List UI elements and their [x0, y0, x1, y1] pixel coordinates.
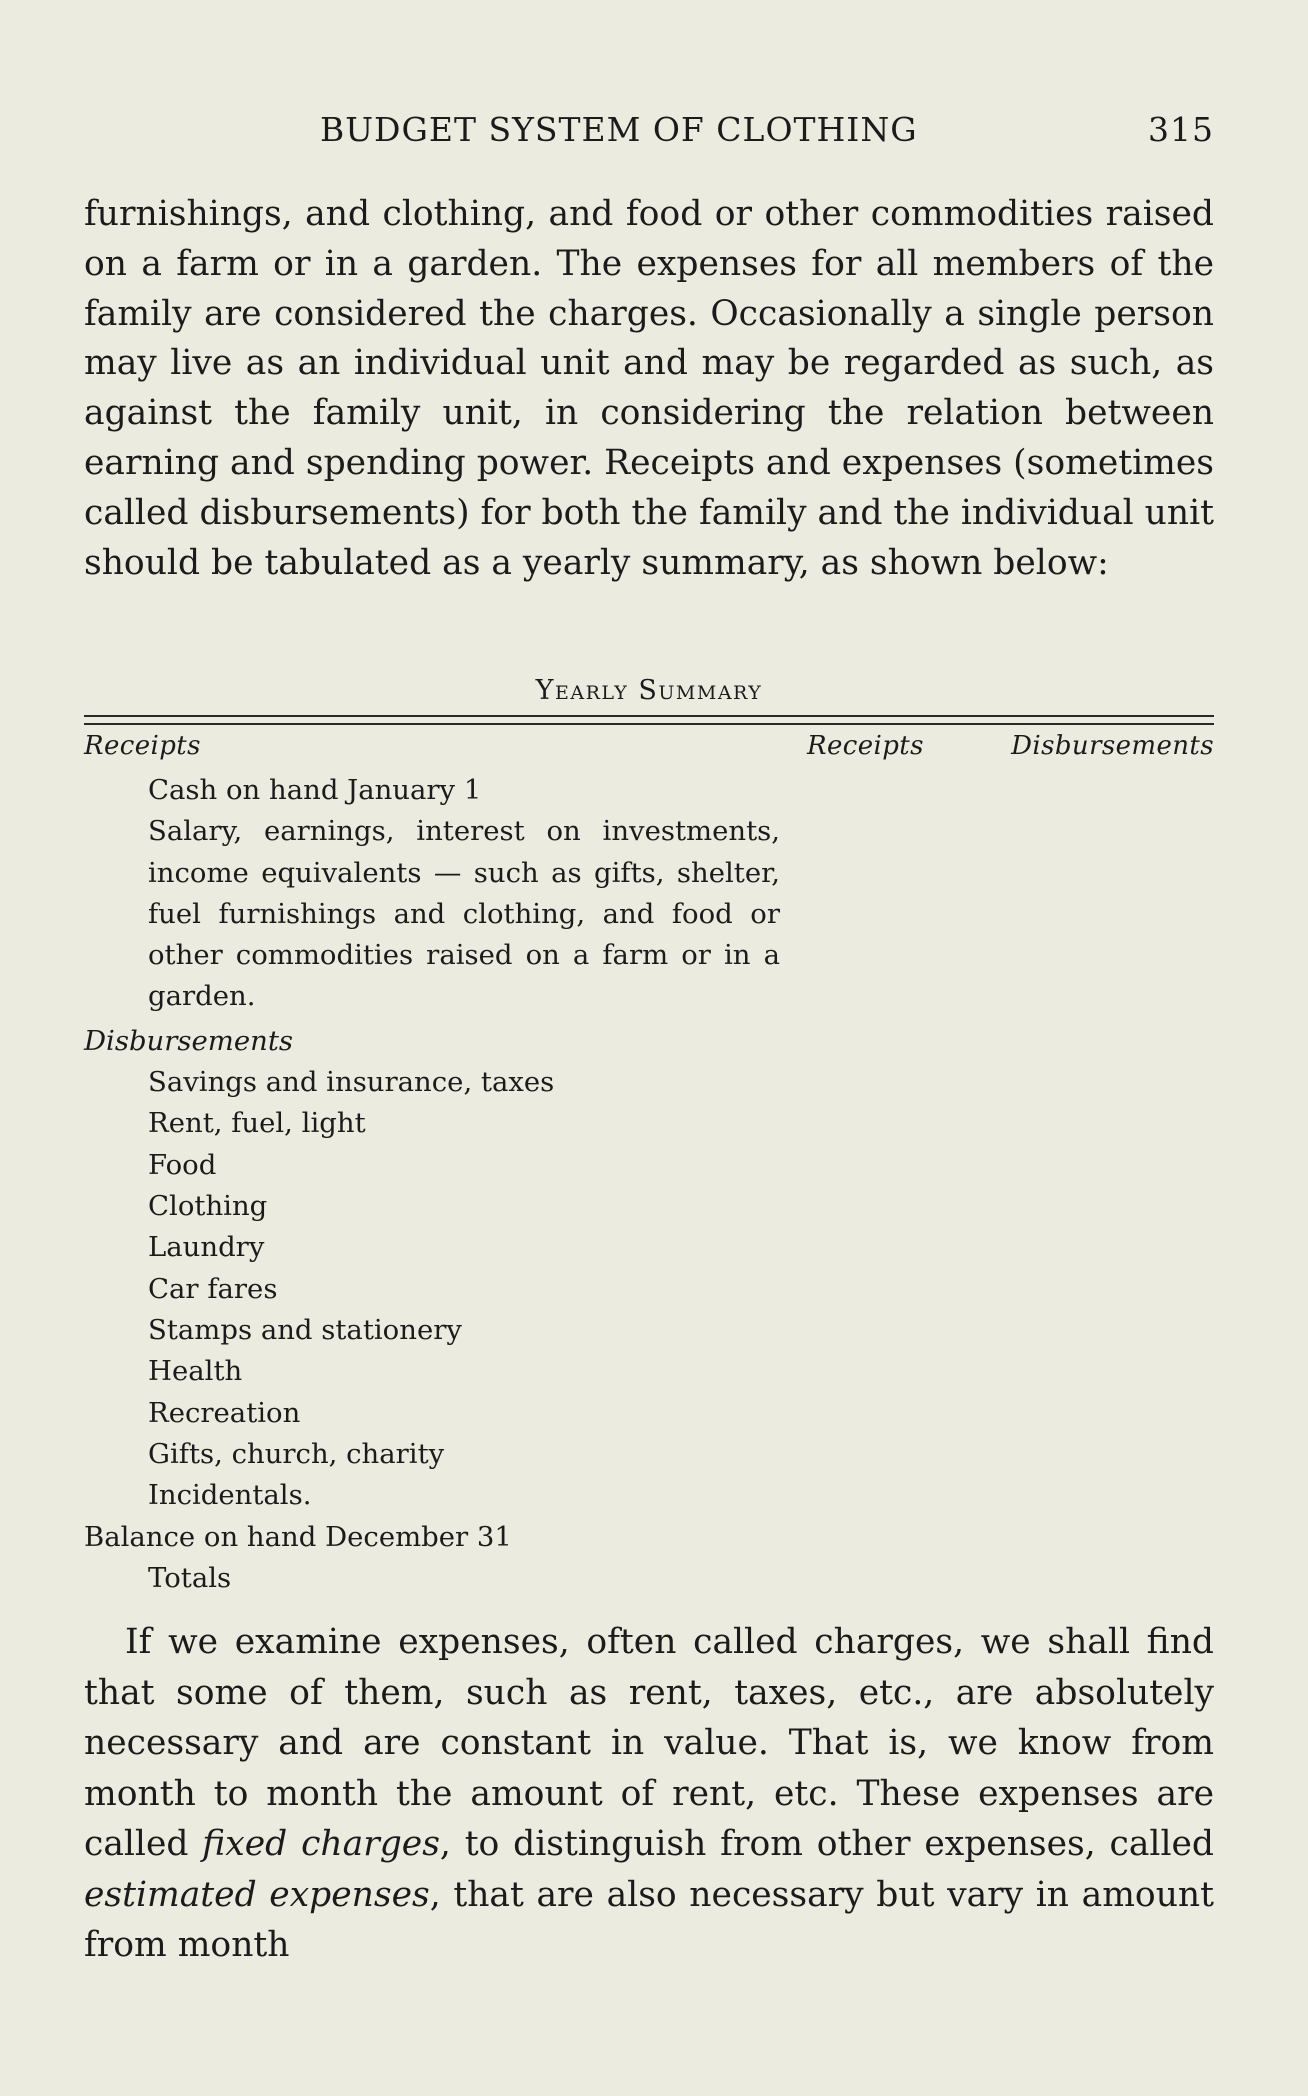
paragraph-text: , to distinguish from other expenses, called	[439, 1824, 1215, 1864]
totals-row: Totals	[148, 1562, 232, 1594]
running-title: BUDGET SYSTEM OF CLOTHING	[320, 110, 918, 149]
disbursement-item: Rent, fuel, light	[148, 1107, 366, 1139]
paragraph-expenses	[84, 1617, 1214, 1971]
paragraph-text: If we examine expenses, often called charges, we shall find that some of them, such as rent, taxes, etc., are absolutely necessary and are constant in value. That is, we know from month to month the amount of rent, etc. These expenses are called	[84, 1622, 1214, 1864]
disbursement-item: Savings and insurance, taxes	[148, 1066, 555, 1098]
disbursement-item: Health	[148, 1355, 243, 1387]
table-title: Yearly Summary	[535, 675, 763, 706]
page-number: 315	[1148, 110, 1214, 149]
term-estimated-expenses: estimated expenses	[84, 1874, 430, 1915]
balance-row: Balance on hand December 31	[84, 1521, 512, 1553]
column-header-disbursements: Disbursements	[1011, 731, 1214, 761]
column-header-receipts: Receipts	[807, 731, 924, 761]
disbursement-item: Incidentals.	[148, 1479, 312, 1511]
disbursement-item: Stamps and stationery	[148, 1314, 462, 1346]
paragraph-intro: furnishings, and clothing, and food or other commodities raised on a farm or in a garden. The expenses for all members of the family are considered the charges. Occasionally a single person may live as an individual unit and may be regarded as such, as against the family unit, in considering the relation between earning and spending power. Receipts and expenses (sometimes called disbursements) for both the family and the individual unit should be tabulated as a yearly summary, as shown below:	[84, 194, 1214, 583]
section-heading-disbursements: Disbursements	[84, 1025, 294, 1057]
running-header	[84, 110, 1214, 160]
disbursement-item: Recreation	[148, 1397, 301, 1429]
term-fixed-charges: fixed charges	[202, 1824, 440, 1864]
receipt-item-cash: Cash on hand January 1	[148, 774, 482, 806]
receipt-item-salary: Salary, earnings, interest on investments, income equivalents — such as gifts, shelter, fuel furnishings and clothing, and food or other commodities raised on a farm or in a garden.	[148, 815, 780, 1013]
disbursement-item: Food	[148, 1149, 217, 1181]
table-rule-bottom	[84, 723, 1214, 725]
table-rule-top	[84, 715, 1214, 717]
section-heading-receipts: Receipts	[84, 731, 201, 761]
receipts-items	[148, 770, 780, 1018]
disbursement-item: Gifts, church, charity	[148, 1438, 445, 1470]
disbursement-item: Car fares	[148, 1273, 278, 1305]
disbursement-item: Laundry	[148, 1231, 265, 1263]
disbursement-item: Clothing	[148, 1190, 268, 1222]
paragraph-text: , that are also necessary but vary in amount from month	[84, 1874, 1214, 1965]
